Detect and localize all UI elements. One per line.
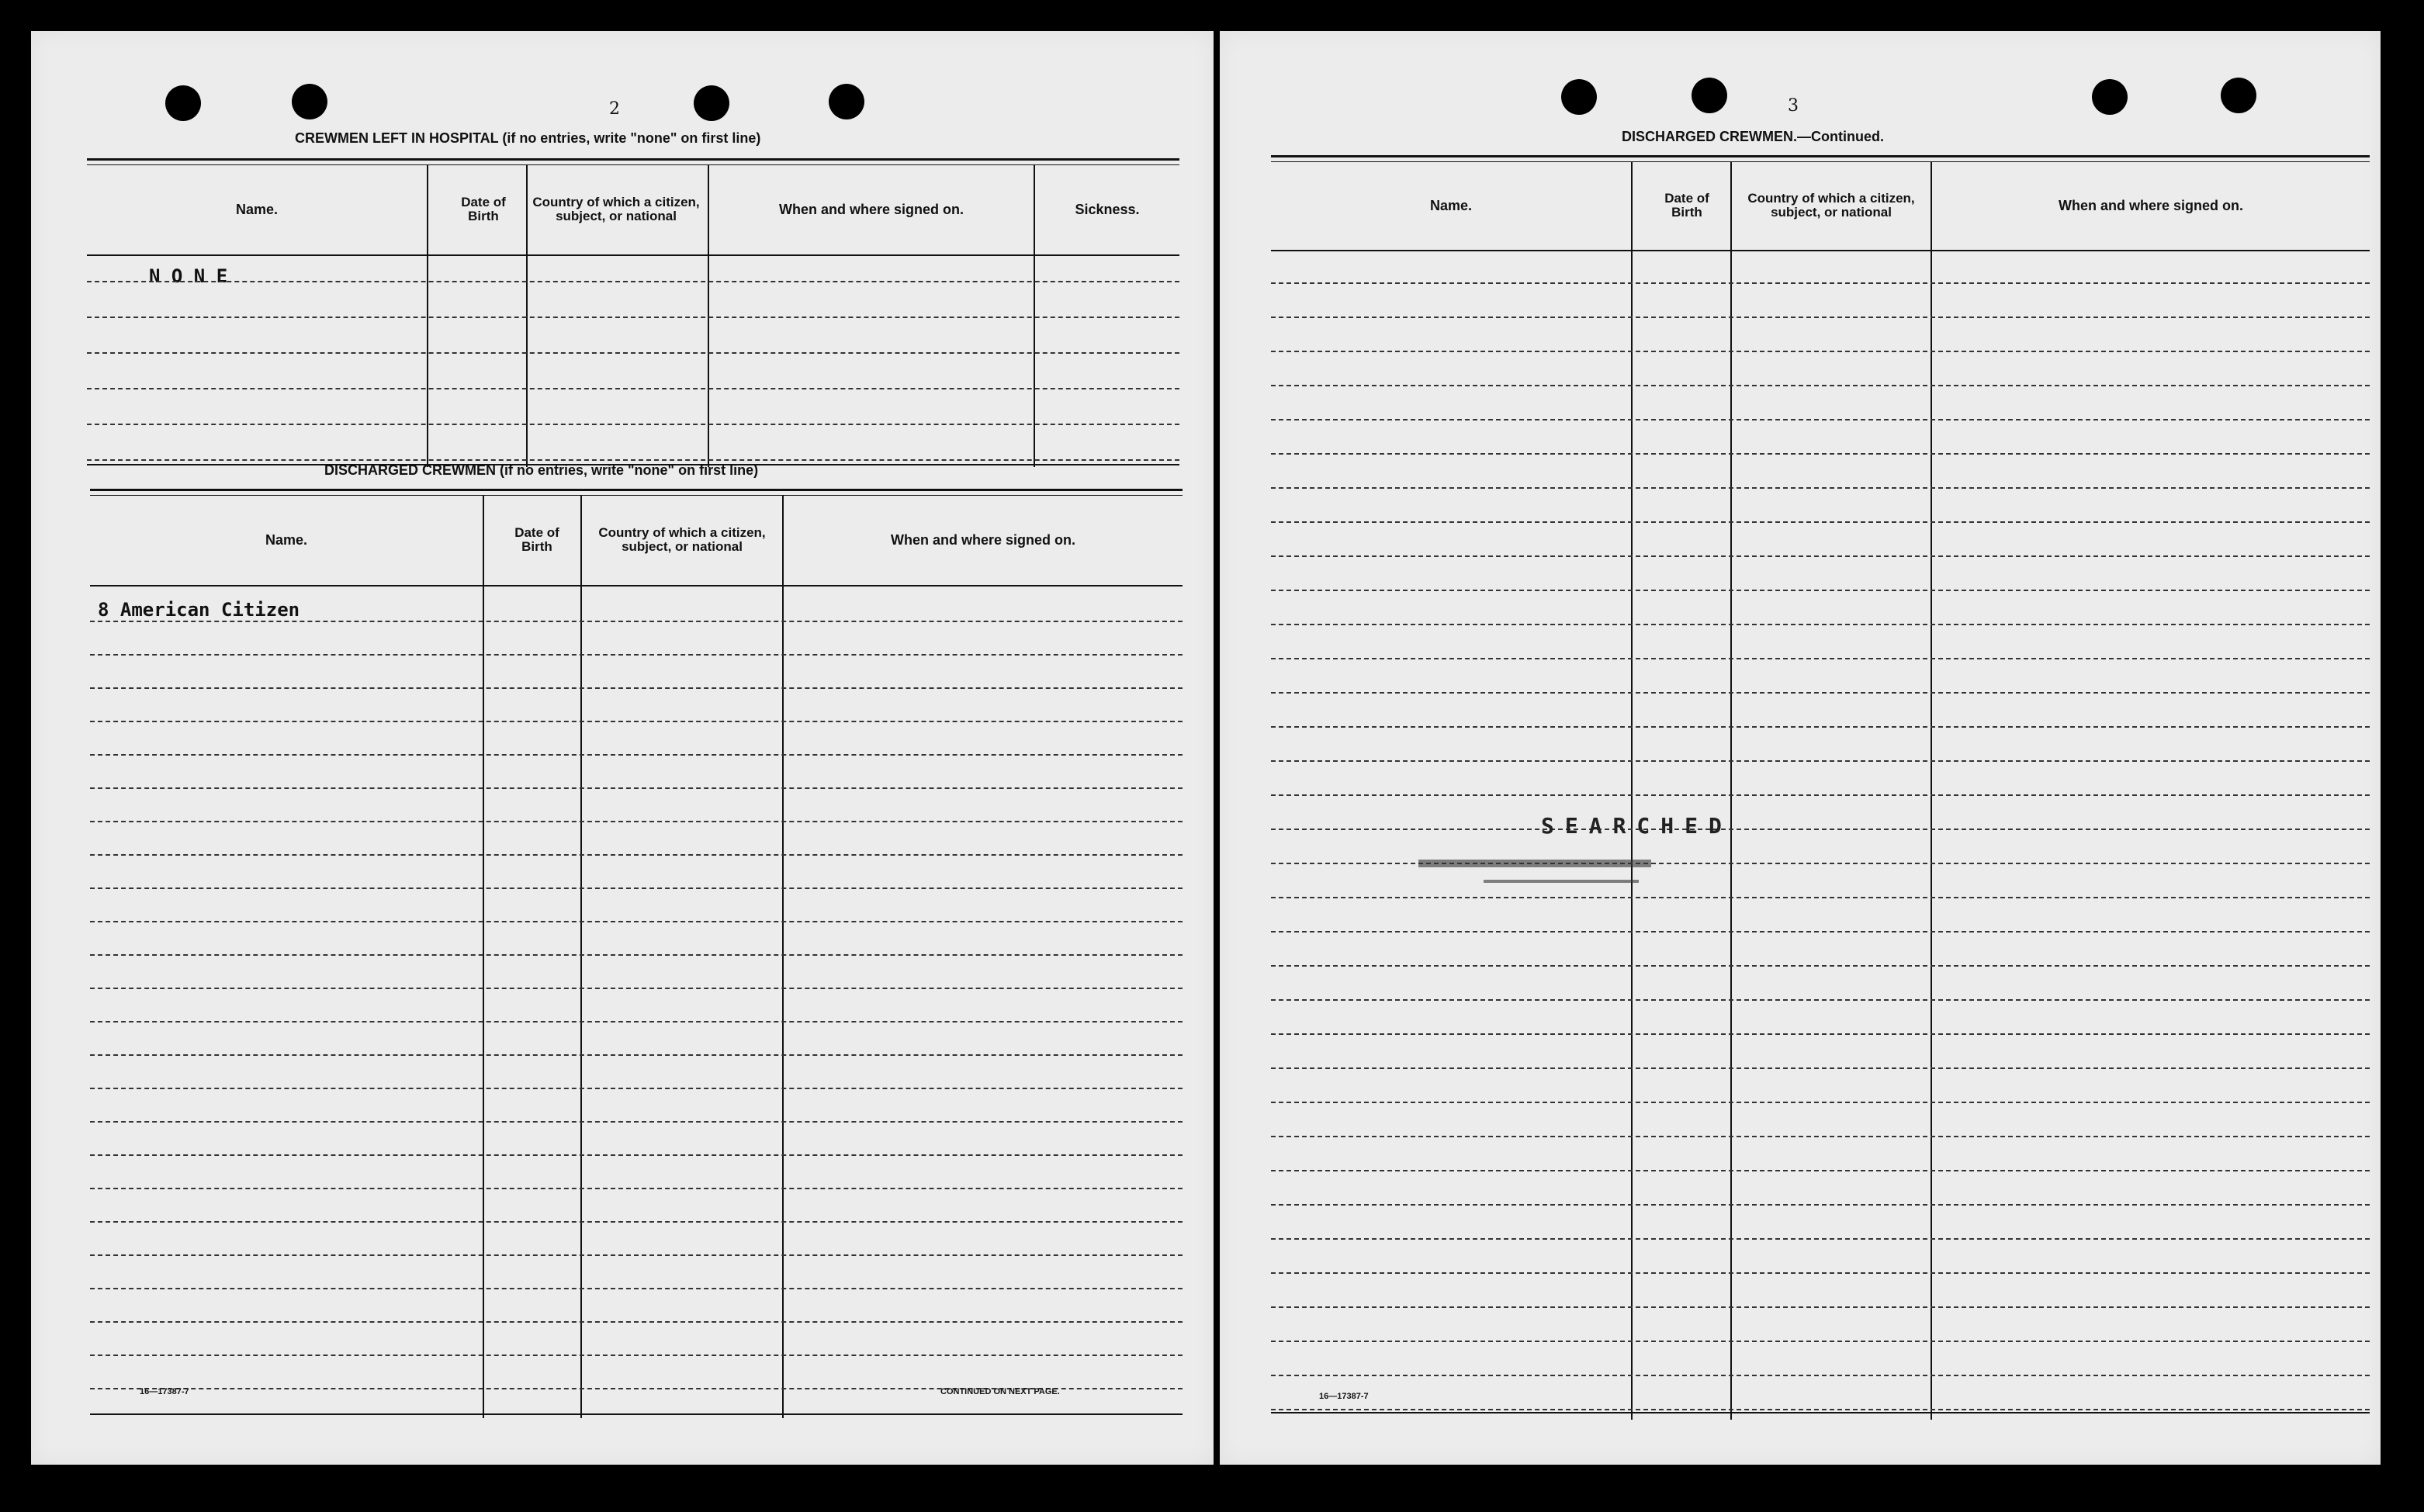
punch-hole [2092, 79, 2128, 115]
row-line [87, 424, 1179, 425]
row-line [1271, 965, 2370, 967]
row-line [90, 621, 1183, 622]
row-line [1271, 1409, 2370, 1410]
discharged-continued-table [1271, 155, 2370, 1420]
row-line [87, 459, 1179, 461]
punch-hole [694, 85, 729, 121]
row-line [1271, 1136, 2370, 1137]
punch-hole [1692, 78, 1727, 113]
row-line [87, 388, 1179, 389]
header-signed-on: When and where signed on. [890, 531, 1076, 548]
row-line [1271, 419, 2370, 420]
row-line [1271, 453, 2370, 455]
row-line [1271, 658, 2370, 659]
discharged-section-title: DISCHARGED CREWMEN (if no entries, write "none" on first line) [324, 462, 759, 478]
row-line [1271, 726, 2370, 728]
page-number: 3 [1788, 96, 1799, 116]
discharged-entry: 8 American Citizen [98, 599, 300, 621]
row-line [90, 721, 1183, 722]
row-line [90, 1221, 1183, 1223]
row-line [1271, 931, 2370, 932]
row-line [90, 887, 1183, 889]
header-country: Country of which a citizen, subject, or national [532, 195, 700, 223]
row-line [1271, 317, 2370, 318]
row-line [1271, 1102, 2370, 1103]
left-page [31, 31, 1214, 1465]
header-date-of-birth: Date of Birth [461, 195, 506, 223]
punch-hole [2221, 78, 2256, 113]
right-section-title: DISCHARGED CREWMEN.—Continued. [1622, 129, 1884, 144]
row-line [90, 921, 1183, 922]
row-line [1271, 794, 2370, 796]
row-line [90, 1088, 1183, 1089]
right-page [1220, 31, 2381, 1465]
row-line [1271, 351, 2370, 352]
form-number: 16—17387-7 [1319, 1392, 1369, 1401]
discharged-table [90, 489, 1183, 1420]
row-line [90, 1288, 1183, 1289]
hospital-entry: N O N E [149, 265, 228, 287]
header-name: Name. [235, 201, 279, 217]
hospital-section-title: CREWMEN LEFT IN HOSPITAL (if no entries, write "none" on first line) [295, 130, 761, 146]
row-line [1271, 1375, 2370, 1376]
row-line [1271, 897, 2370, 898]
row-line [90, 1254, 1183, 1256]
page-number: 2 [609, 99, 620, 119]
header-signed-on: When and where signed on. [2058, 197, 2244, 213]
header-date-of-birth: Date of Birth [514, 525, 559, 554]
searched-stamp: SEARCHED [1541, 813, 1733, 839]
row-line [1271, 999, 2370, 1001]
row-line [1271, 1306, 2370, 1308]
header-name: Name. [1429, 197, 1473, 213]
row-line [1271, 1272, 2370, 1274]
row-line [1271, 1204, 2370, 1206]
row-line [1271, 760, 2370, 762]
row-line [1271, 555, 2370, 557]
row-line [1271, 590, 2370, 591]
row-line [1271, 692, 2370, 694]
row-line [1271, 487, 2370, 489]
hospital-table [87, 158, 1179, 469]
row-line [90, 1121, 1183, 1123]
row-line [1271, 1238, 2370, 1240]
punch-hole [1561, 79, 1597, 115]
row-line [1271, 1067, 2370, 1069]
form-number: 16—17387-7 [140, 1387, 189, 1396]
row-line [87, 317, 1179, 318]
punch-hole [165, 85, 201, 121]
header-country: Country of which a citizen, subject, or national [1747, 191, 1915, 220]
header-country: Country of which a citizen, subject, or national [598, 525, 766, 554]
row-line [90, 787, 1183, 789]
row-line [1271, 1170, 2370, 1171]
row-line [1271, 829, 2370, 830]
punch-hole [829, 84, 864, 119]
header-name: Name. [265, 531, 308, 548]
row-line [90, 1321, 1183, 1323]
row-line [90, 854, 1183, 856]
header-signed-on: When and where signed on. [778, 201, 964, 217]
row-line [90, 754, 1183, 756]
row-line [90, 1355, 1183, 1356]
row-line [1271, 282, 2370, 284]
row-line [1271, 1341, 2370, 1342]
row-line [87, 281, 1179, 282]
stamp-smudge [1418, 860, 1651, 867]
row-line [1271, 624, 2370, 625]
row-line [1271, 1033, 2370, 1035]
row-line [87, 352, 1179, 354]
row-line [1271, 385, 2370, 386]
punch-hole [292, 84, 327, 119]
row-line [90, 1054, 1183, 1056]
row-line [1271, 521, 2370, 523]
row-line [90, 687, 1183, 689]
continued-note: CONTINUED ON NEXT PAGE. [940, 1387, 1060, 1396]
header-sickness: Sickness. [1075, 201, 1140, 217]
row-line [90, 1154, 1183, 1156]
row-line [90, 954, 1183, 956]
row-line [90, 1021, 1183, 1022]
stamp-smudge [1484, 880, 1639, 883]
row-line [90, 1188, 1183, 1189]
row-line [90, 654, 1183, 656]
row-line [90, 821, 1183, 822]
header-date-of-birth: Date of Birth [1664, 191, 1709, 220]
row-line [90, 988, 1183, 989]
